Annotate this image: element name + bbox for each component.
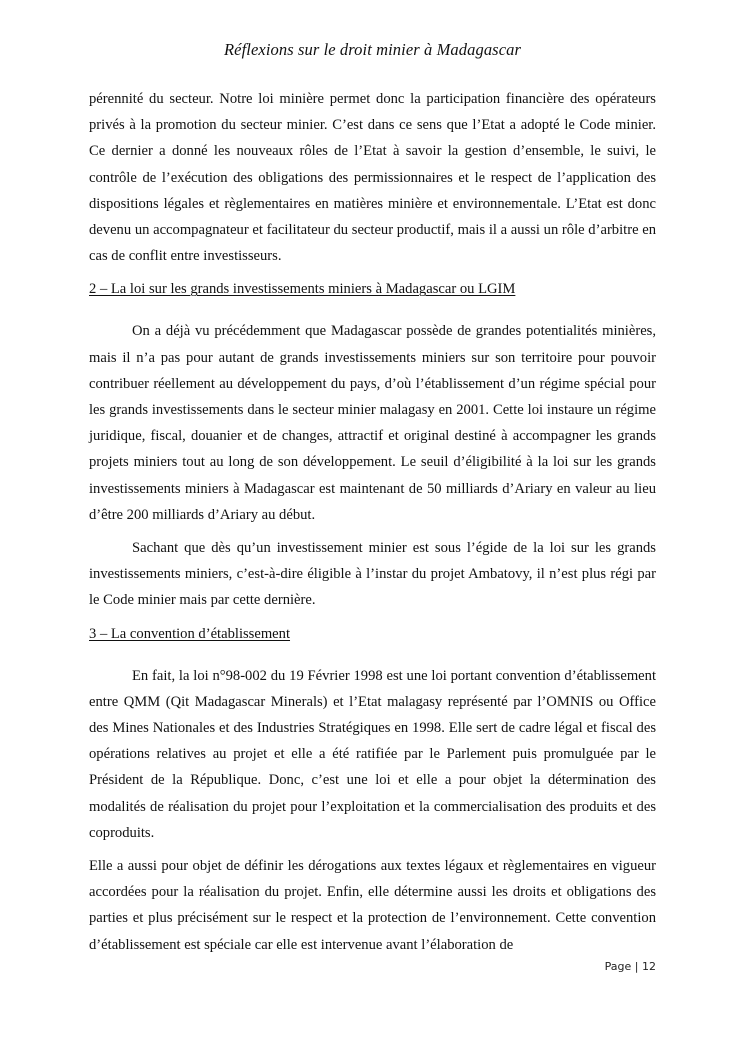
paragraph-1: pérennité du secteur. Notre loi minière permet donc la participation financière des opérateurs privés à la promotion du secteur minier. C’est dans ce sens que l’Etat a adopté le Code minier. Ce dernier a donné les nouveaux rôles de l’Etat à savoir la gestion d’ensemble, le suivi, le contrôle de l’exécution des obligations des permissionnaires et le respect de l’application des dispositions légales et règlementaires en matières minière et environnementale. L’Etat est donc devenu un accompagnateur et facilitateur du secteur productif, mais il a aussi un rôle d’arbitre en cas de conflit entre investisseurs. xyxy=(89,91,656,265)
paragraph-3: Sachant que dès qu’un investissement minier est sous l’égide de la loi sur les grands investissements miniers, c’est-à-dire éligible à l’instar du projet Ambatovy, il n’est plus régi par le Code minier mais par cette dernière. xyxy=(89,540,656,609)
section-heading-3 xyxy=(89,621,656,647)
document-body xyxy=(89,86,656,965)
section-heading-3-text: 3 – La convention d’établissement xyxy=(89,625,291,642)
paragraph-5: Elle a aussi pour objet de définir les dérogations aux textes légaux et règlementaires en vigueur accordées pour la réalisation du projet. Enfin, elle détermine aussi les droits et obligations des parties et plus précisément sur le respect et la protection de l’environnement. Cette convention d’établissement est spéciale car elle est intervenue avant l’élaboration de xyxy=(89,858,656,953)
paragraph-2: On a déjà vu précédemment que Madagascar possède de grandes potentialités minières, mais il n’a pas pour autant de grands investissements miniers sur son territoire pour pouvoir contribuer réellement au développement du pays, d’où l’établissement d’un régime spécial pour les grands investissements dans le secteur minier malagasy en 2001. Cette loi instaure un régime juridique, fiscal, douanier et de changes, attractif et original destiné à accompagner les grands projets miniers tout au long de son développement. Le seuil d’éligibilité à la loi sur les grands investissements miniers à Madagascar est maintenant de 50 milliards d’Ariary en valeur au lieu d’être 200 milliards d’Ariary au début. xyxy=(89,323,656,523)
page-number: Page | 12 xyxy=(604,960,656,973)
running-header: Réflexions sur le droit minier à Madagascar xyxy=(224,40,521,59)
paragraph-4: En fait, la loi n°98-002 du 19 Février 1998 est une loi portant convention d’établissement entre QMM (Qit Madagascar Minerals) et l’Etat malagasy représenté par l’OMNIS ou Office des Mines Nationales et des Industries Stratégiques en 1998. Elle sert de cadre légal et fiscal des opérations relatives au projet et elle a été ratifiée par le Parlement puis promulguée par le Président de la République. Donc, c’est une loi et elle a pour objet la détermination des modalités de réalisation du projet pour l’exploitation et la commercialisation des produits et des coproduits. xyxy=(89,667,656,841)
section-heading-2 xyxy=(89,276,656,302)
section-heading-2-text: 2 – La loi sur les grands investissements miniers à Madagascar ou LGIM xyxy=(89,281,516,298)
